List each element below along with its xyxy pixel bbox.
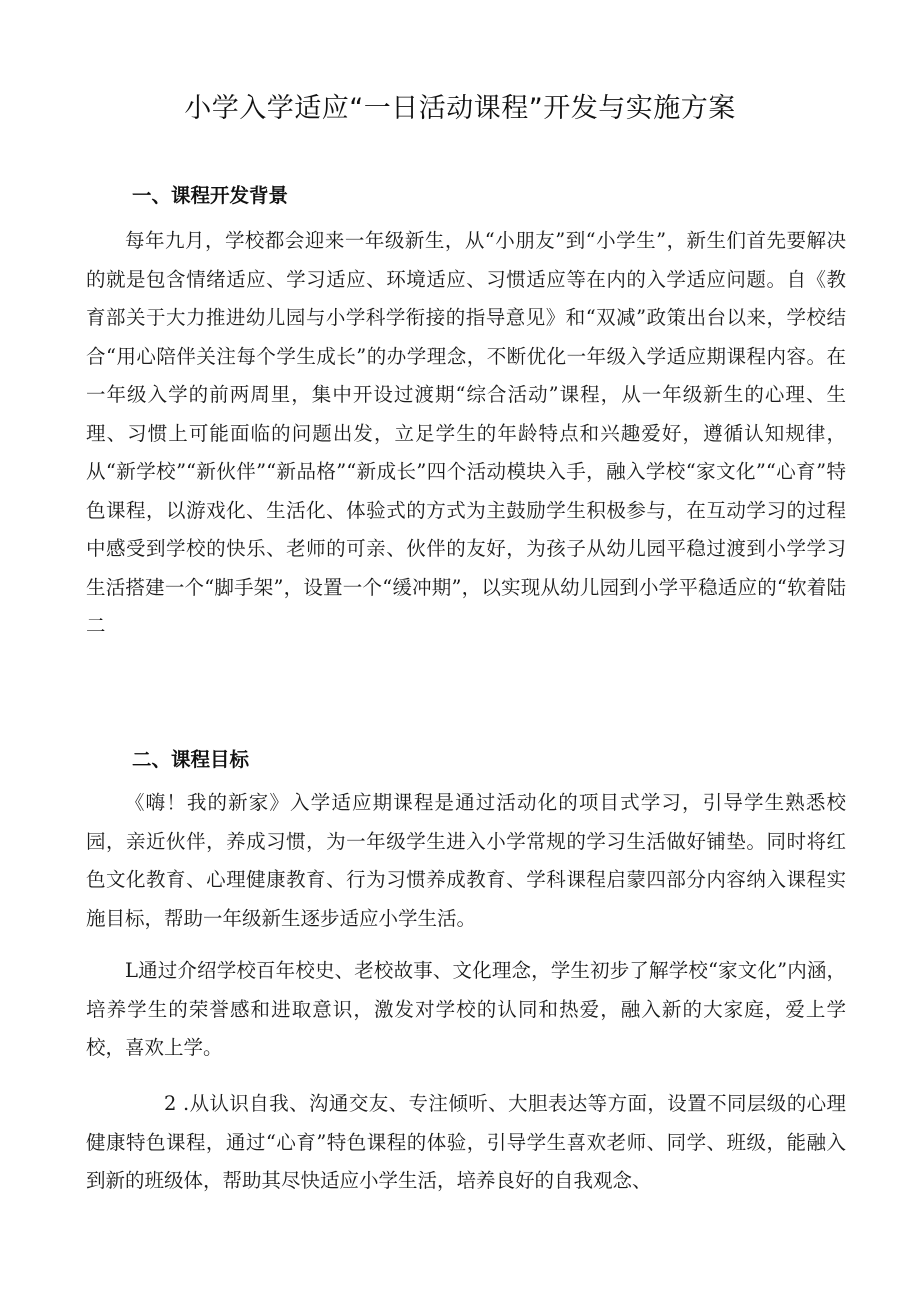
goal-item-2-paragraph — [86, 1085, 846, 1201]
goal-item-2-number: 2 — [164, 1092, 177, 1115]
section-heading-goals: 二、课程目标 — [132, 748, 250, 771]
goals-intro-paragraph: 《嗨！我的新家》入学适应期课程是通过活动化的项目式学习，引导学生熟悉校园，亲近伙伴，养成习惯，为一年级学生进入小学常规的学习生活做好铺垫。同时将红色文化教育、心理健康教育、行为习惯养成教育、学科课程启蒙四部分内容纳入课程实施目标，帮助一年级新生逐步适应小学生活。 — [86, 791, 846, 930]
section-heading-background: 一、课程开发背景 — [132, 184, 289, 207]
document-title: 小学入学适应“一日活动课程”开发与实施方案 — [184, 93, 736, 124]
background-paragraph: 每年九月，学校都会迎来一年级新生，从“小朋友”到“小学生”，新生们首先要解决的就是包含情绪适应、学习适应、环境适应、习惯适应等在内的入学适应问题。自《教育部关于大力推进幼儿园与小学科学衔接的指导意见》和“双减”政策出台以来，学校结合“用心陪伴关注每个学生成长”的办学理念，不断优化一年级入学适应期课程内容。在一年级入学的前两周里，集中开设过渡期“综合活动”课程，从一年级新生的心理、生理、习惯上可能面临的问题出发，立足学生的年龄特点和兴趣爱好，遵循认知规律，从“新学校”“新伙伴”“新品格”“新成长”四个活动模块入手，融入学校“家文化”“心育”特色课程，以游戏化、生活化、体验式的方式为主鼓励学生积极参与，在互动学习的过程中感受到学校的快乐、老师的可亲、伙伴的友好，为孩子从幼儿园平稳过渡到小学学习生活搭建一个“脚手架”，设置一个“缓冲期”，以实现从幼儿园到小学平稳适应的“软着陆二 — [86, 229, 846, 637]
goal-item-1-paragraph: L通过介绍学校百年校史、老校故事、文化理念，学生初步了解学校“家文化”内涵，培养学生的荣誉感和进取意识，激发对学校的认同和热爱，融入新的大家庭，爱上学校，喜欢上学。 — [86, 959, 846, 1059]
goal-item-2-text: .从认识自我、沟通交友、专注倾听、大胆表达等方面，设置不同层级的心理健康特色课程，通过“心育”特色课程的体验，引导学生喜欢老师、同学、班级，能融入到新的班级体，帮助其尽快适应小学生活，培养良好的自我观念、 — [86, 1092, 846, 1192]
